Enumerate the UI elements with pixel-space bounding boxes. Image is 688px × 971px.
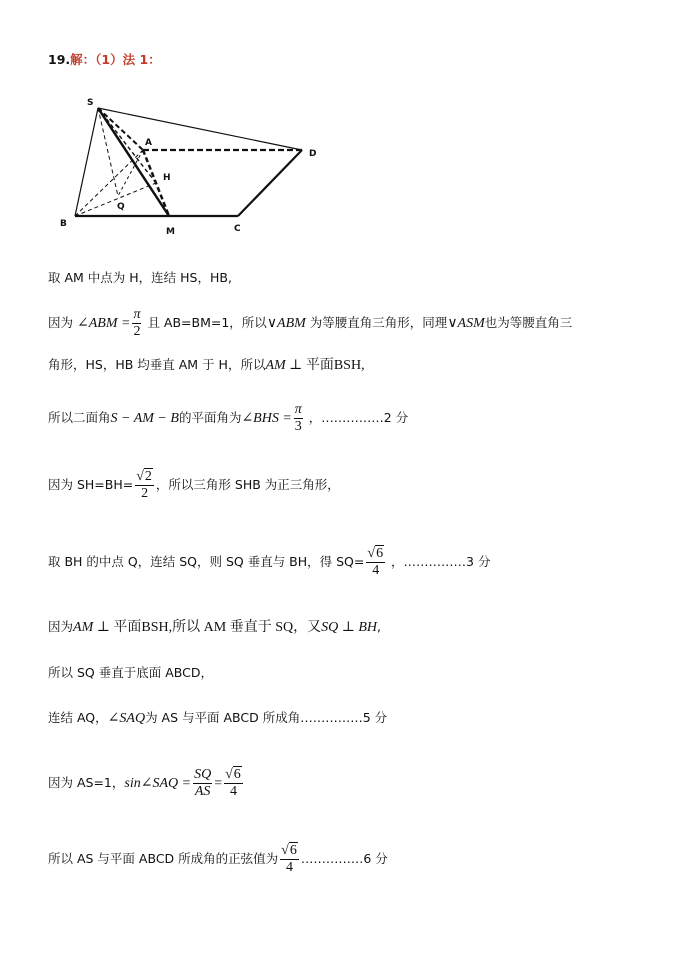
frac-num: SQ <box>194 767 212 782</box>
edge-SB <box>75 108 98 216</box>
line10-sin: sin∠SAQ = <box>124 776 192 791</box>
radicand: 6 <box>289 843 297 858</box>
problem-number: 19. <box>48 52 71 67</box>
edge-SD <box>98 108 302 150</box>
frac-num: π <box>133 307 141 322</box>
label-D: D <box>309 149 317 159</box>
line10-equals: = <box>214 776 223 791</box>
line9-angle-saq: ∠SAQ <box>107 711 146 726</box>
label-A: A <box>145 138 152 148</box>
fraction-sqrt6-over-4 <box>366 546 385 579</box>
frac-den: 4 <box>285 860 293 875</box>
line4-a: 所以二面角 <box>48 410 111 425</box>
label-M: M <box>166 227 175 236</box>
text-line-3 <box>48 357 365 374</box>
fraction-sqrt6-over-4-b <box>224 767 243 800</box>
line9-c: 为 AS 与平面 ABCD 所成角……………5 分 <box>145 710 388 725</box>
frac-num: π <box>294 402 302 417</box>
label-C: C <box>234 224 241 234</box>
line4-c: 的平面角为 <box>178 410 242 425</box>
radicand: 2 <box>144 469 152 484</box>
text-line-7 <box>48 619 381 636</box>
line2-d: 且 AB=BM=1，所以 <box>143 315 267 330</box>
line7-am: AM <box>73 620 94 635</box>
text-line-11 <box>48 842 388 876</box>
line11-score: ……………6 分 <box>300 851 388 866</box>
frac-den: 3 <box>294 419 302 434</box>
line10-a: 因为 AS=1， <box>48 775 125 790</box>
line2-angle-abm: ∠ABM = <box>77 316 131 331</box>
fraction-pi-over-3 <box>294 402 303 435</box>
line2-triangle-asm: ∨ASM <box>447 316 485 331</box>
line7-e: , <box>377 619 382 634</box>
label-B: B <box>60 219 67 229</box>
text-line-10 <box>48 766 245 801</box>
text-line-8 <box>48 665 213 681</box>
line8-text: 所以 SQ 垂直于底面 ABCD， <box>48 665 213 680</box>
line2-f: 为等腰直角三角形，同理 <box>305 315 448 330</box>
line11-a: 所以 AS 与平面 ABCD 所成角的正弦值为 <box>48 851 279 866</box>
frac-den: 4 <box>372 563 380 578</box>
radicand: 6 <box>376 546 384 561</box>
text-line-4 <box>48 401 408 436</box>
line9-a: 连结 AQ， <box>48 710 108 725</box>
edge-CD <box>238 150 302 216</box>
line4-score: ，……………2 分 <box>308 410 409 425</box>
line5-c: ，所以三角形 SHB 为正三角形， <box>155 477 340 492</box>
fraction-sqrt6-over-4-c <box>280 843 299 876</box>
frac-den: 2 <box>133 324 141 339</box>
label-Q: Q <box>117 202 125 212</box>
line4-angle-bhs: ∠BHS = <box>241 411 292 426</box>
line2-a: 因为 <box>48 315 74 330</box>
fraction-sq-over-as <box>193 767 212 800</box>
frac-den: 4 <box>229 784 237 799</box>
solution-heading <box>48 52 161 68</box>
line6-score: ，……………3 分 <box>391 554 491 569</box>
frac-num: √6 <box>225 767 241 782</box>
line7-sq-perp-bh: SQ ⊥ BH <box>321 620 378 635</box>
line4-dihedral: S − AM − B <box>110 411 179 426</box>
line2-h: 也为等腰直角三 <box>484 315 573 330</box>
text-line-2 <box>48 306 572 341</box>
fraction-pi-over-2 <box>132 307 141 340</box>
line2-triangle-abm: ∨ABM <box>266 316 306 331</box>
line3-am: AM <box>265 358 286 373</box>
frac-num: √6 <box>367 546 384 561</box>
line7-c: ⊥ 平面BSH,所以 AM 垂直于 SQ，又 <box>93 620 322 635</box>
frac-num: √6 <box>281 843 297 858</box>
label-S: S <box>87 98 94 108</box>
frac-den: 2 <box>141 486 149 501</box>
line7-a: 因为 <box>48 619 74 634</box>
edge-BH <box>75 183 156 216</box>
line6-a: 取 BH 的中点 Q，连结 SQ，则 SQ 垂直与 BH，得 SQ= <box>48 554 365 569</box>
text-line-6 <box>48 545 490 579</box>
line3-a: 角形，HS，HB 均垂直 AM 于 H，所以 <box>48 357 266 372</box>
text-line-5 <box>48 468 340 502</box>
frac-den: AS <box>194 784 211 799</box>
fraction-sqrt2-over-2 <box>135 469 154 502</box>
line3-c: ⊥ 平面BSH, <box>285 358 365 373</box>
label-H: H <box>163 173 171 183</box>
geometry-figure <box>56 96 346 236</box>
heading-label: 解：（1）法 1： <box>70 52 161 67</box>
text-line-9 <box>48 710 387 727</box>
text-line-1 <box>48 270 232 286</box>
line1-text: 取 AM 中点为 H，连结 HS，HB, <box>48 270 232 285</box>
radicand: 6 <box>233 767 241 782</box>
frac-num: √2 <box>136 469 152 484</box>
line5-a: 因为 SH=BH= <box>48 477 134 492</box>
